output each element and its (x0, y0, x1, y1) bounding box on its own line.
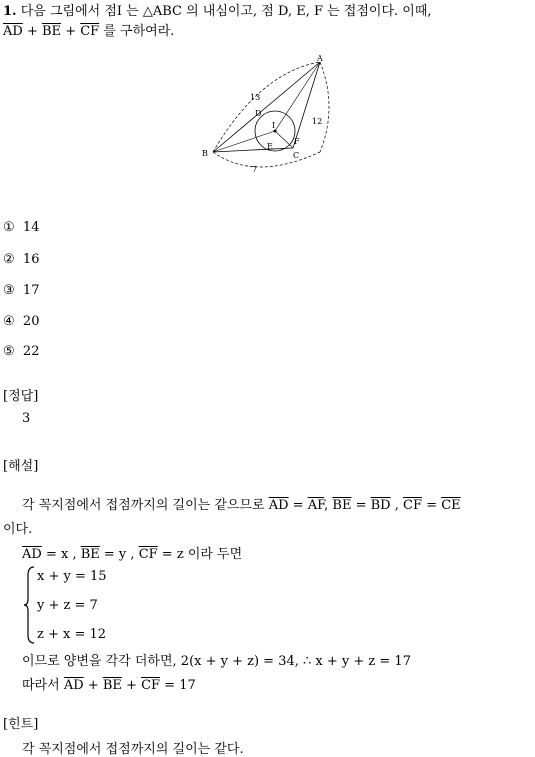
label-b: B (202, 149, 208, 158)
choice-2[interactable]: ② 16 (3, 252, 40, 267)
label-f: F (294, 137, 300, 146)
question-number: 1. (3, 4, 17, 19)
label-d: D (255, 109, 262, 118)
system-brace (24, 565, 36, 645)
explanation-line-1: 각 꼭지점에서 접점까지의 길이는 같으므로 $\overline{AD} = \overline{AF}$, $\overline{BE} = \overline{BD}$ , $\overline{CF} = \overline{CE}$ (22, 498, 461, 513)
choice-5[interactable]: ⑤ 22 (3, 344, 40, 359)
segment-cf: $\overline{CF}$ (80, 24, 100, 39)
hint-heading: [힌트] (3, 717, 39, 732)
segment-ad: $\overline{AD}$ (3, 24, 23, 39)
question-suffix: 를 구하여라. (103, 24, 175, 39)
label-ac-length: 12 (312, 117, 323, 126)
answer-heading: [정답] (3, 389, 39, 404)
question-line-1 (3, 0, 432, 19)
label-ab-length: 13 (250, 93, 261, 102)
explanation-line-5: 따라서 $\overline{AD} + \overline{BE} + \overline{CF} = 17$ (22, 678, 196, 693)
label-c: C (293, 151, 300, 160)
system-eq-2: y + z = 7 (37, 598, 98, 613)
label-i: I (272, 121, 276, 130)
label-bc-length: 7 (252, 165, 258, 174)
explanation-line-4: 이므로 양변을 각각 더하면, 2(x + y + z) = 34, ∴ x + y + z = 17 (22, 654, 411, 669)
segment-be: $\overline{BE}$ (42, 24, 62, 39)
side-ac (293, 62, 323, 148)
question-line-2: $\overline{AD} + \overline{BE} + \overline{CF}$ 를 구하여라. (3, 24, 175, 39)
triangle-figure (200, 52, 335, 177)
hint-text: 각 꼭지점에서 접점까지의 길이는 같다. (22, 742, 244, 757)
choice-4[interactable]: ④ 20 (3, 314, 40, 329)
arc-bc (213, 152, 320, 167)
explanation-line-3: $\overline{AD} = x$ , $\overline{BE} = y$ , $\overline{CF} = z$ 이라 두면 (22, 547, 243, 562)
answer-value: 3 (22, 411, 31, 426)
question-text: 다음 그림에서 점I 는 △ABC 의 내심이고, 점 D, E, F 는 접점이다. 이때, (20, 4, 432, 19)
label-e: E (267, 142, 273, 151)
explanation-line-2: 이다. (3, 522, 33, 537)
side-ab (213, 62, 323, 152)
arc-ac (320, 62, 329, 152)
system-eq-1: x + y = 15 (37, 569, 107, 584)
choice-1[interactable]: ① 14 (3, 220, 40, 235)
choice-3[interactable]: ③ 17 (3, 283, 40, 298)
label-a: A (317, 54, 323, 63)
system-eq-3: z + x = 12 (37, 627, 107, 642)
explanation-heading: [해설] (3, 459, 39, 474)
bisector-c (275, 131, 293, 148)
